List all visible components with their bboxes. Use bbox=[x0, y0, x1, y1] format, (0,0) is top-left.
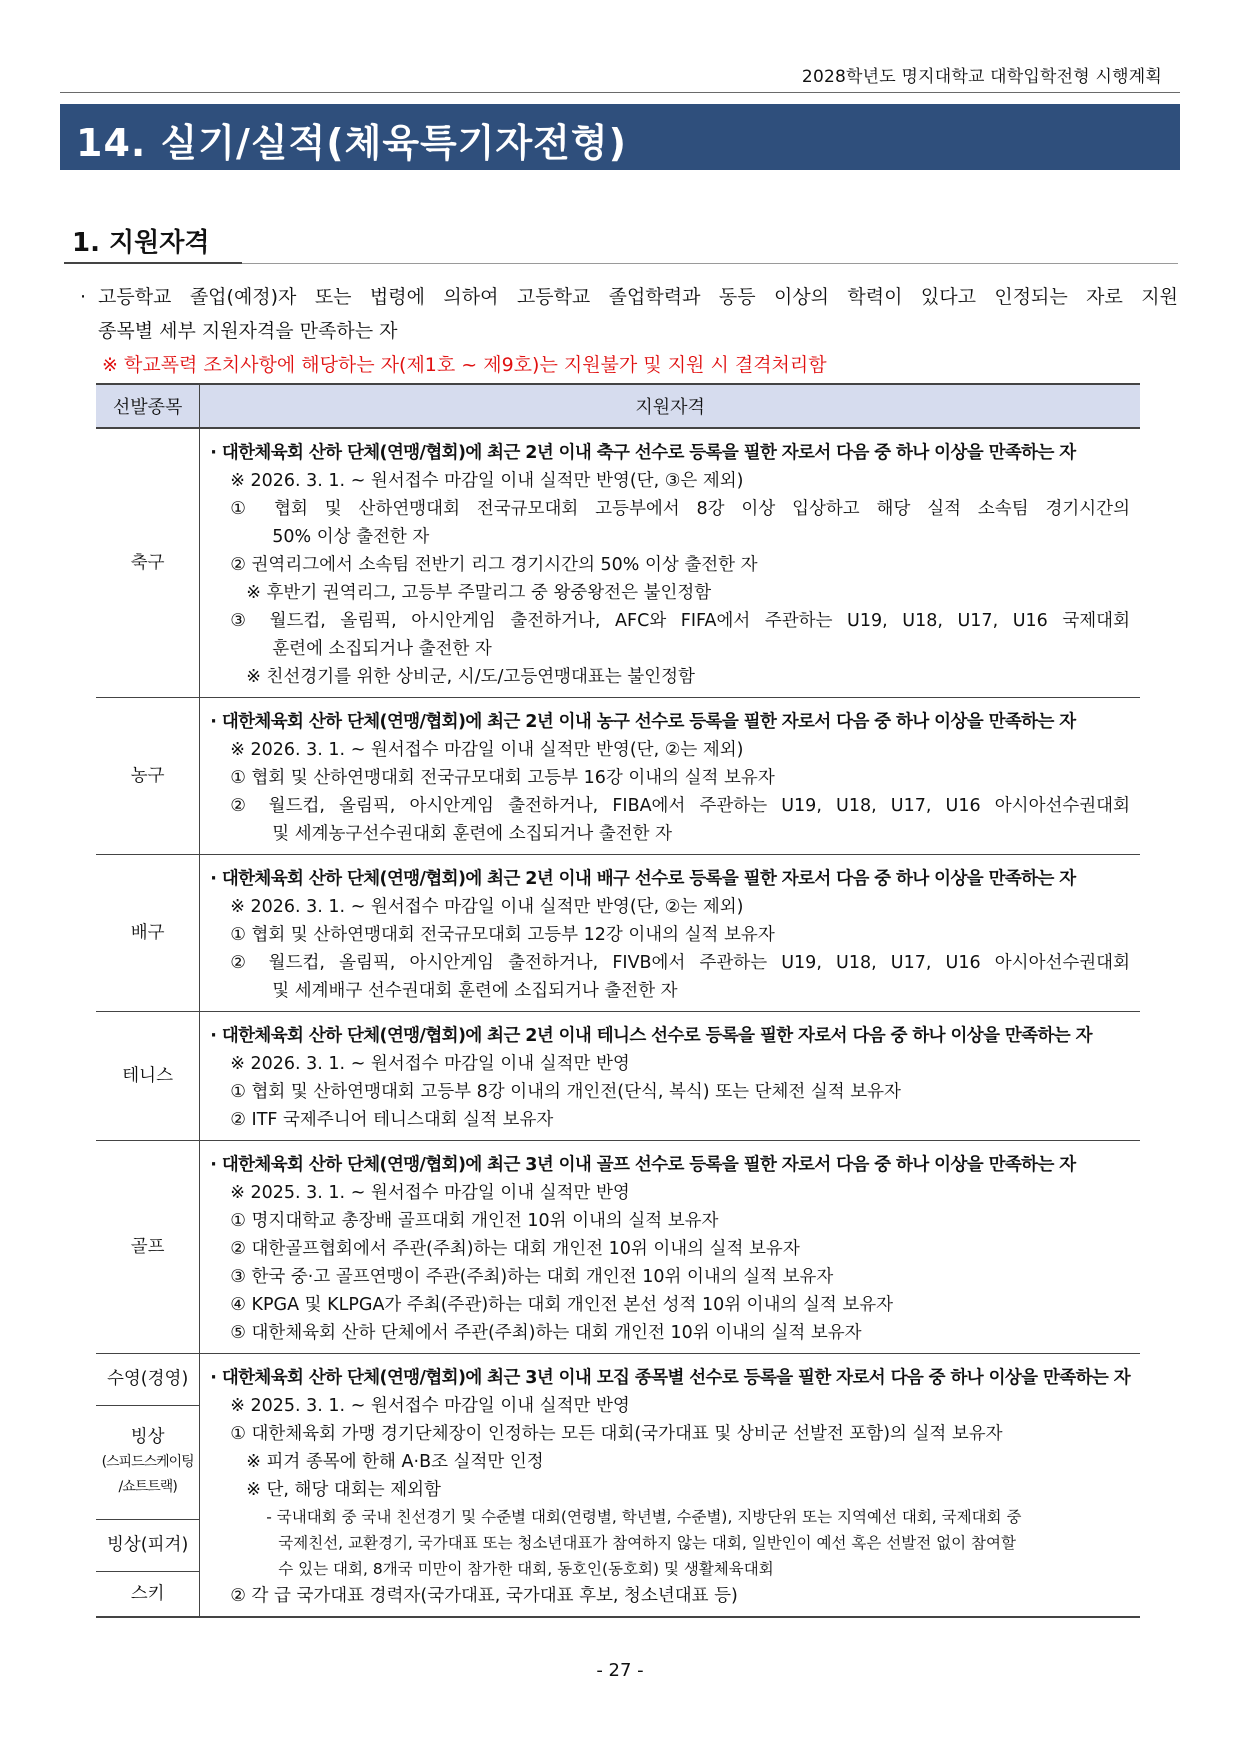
criterion: ② 권역리그에서 소속팀 전반기 리그 경기시간의 50% 이상 출전한 자 bbox=[230, 555, 758, 575]
period-note: ※ 2026. 3. 1. ~ 원서접수 마감일 이내 실적만 반영(단, ②는 제외) bbox=[230, 740, 744, 760]
requirement-lead: · 대한체육회 산하 단체(연맹/협회)에 최근 2년 이내 농구 선수로 등록을 필한 자로서 다음 중 하나 이상을 만족하는 자 bbox=[210, 712, 1076, 732]
criterion: ② 각 급 국가대표 경력자(국가대표, 국가대표 후보, 청소년대표 등) bbox=[230, 1586, 738, 1606]
criterion-continued: 50% 이상 출전한 자 bbox=[272, 527, 430, 547]
criterion: ① 협회 및 산하연맹대회 전국규모대회 고등부 12강 이내의 실적 보유자 bbox=[230, 925, 775, 945]
table-row-swimming bbox=[96, 1354, 1140, 1406]
criterion-continued: 및 세계배구 선수권대회 훈련에 소집되거나 출전한 자 bbox=[272, 981, 678, 1001]
sport-name: 빙상 bbox=[130, 1426, 165, 1447]
criterion: ④ KPGA 및 KLPGA가 주최(주관)하는 대회 개인전 본선 성적 10위 이내의 실적 보유자 bbox=[230, 1295, 894, 1315]
table-row-golf bbox=[96, 1141, 1140, 1354]
requirement-lead: · 대한체육회 산하 단체(연맹/협회)에 최근 3년 이내 골프 선수로 등록을 필한 자로서 다음 중 하나 이상을 만족하는 자 bbox=[210, 1155, 1076, 1175]
sport-cell: 수영(경영) bbox=[96, 1354, 200, 1406]
sport-cell: 테니스 bbox=[96, 1012, 200, 1141]
criterion: ① 대한체육회 가맹 경기단체장이 인정하는 모든 대회(국가대표 및 상비군 선발전 포함)의 실적 보유자 bbox=[230, 1424, 1003, 1444]
sport-cell: 농구 bbox=[96, 698, 200, 855]
sport-cell: 빙상(피겨) bbox=[96, 1520, 200, 1572]
criterion: ① 협회 및 산하연맹대회 전국규모대회 고등부에서 8강 이상 입상하고 해당 실적 소속팀 경기시간의 bbox=[230, 499, 1130, 519]
table-row-tennis bbox=[96, 1012, 1140, 1141]
requirements-cell bbox=[200, 855, 1140, 1012]
period-note: ※ 2026. 3. 1. ~ 원서접수 마감일 이내 실적만 반영 bbox=[230, 1054, 630, 1074]
sport-cell: 축구 bbox=[96, 428, 200, 698]
criterion-note: ※ 피겨 종목에 한해 A·B조 실적만 인정 bbox=[246, 1452, 544, 1472]
school-violence-warning: ※ 학교폭력 조치사항에 해당하는 자(제1호 ~ 제9호)는 지원불가 및 지원 시 결격처리함 bbox=[102, 354, 827, 376]
period-note: ※ 2025. 3. 1. ~ 원서접수 마감일 이내 실적만 반영 bbox=[230, 1396, 630, 1416]
criterion-continued: 및 세계농구선수권대회 훈련에 소집되거나 출전한 자 bbox=[272, 824, 673, 844]
page-number: - 27 - bbox=[596, 1660, 644, 1681]
excluded-events-detail: 수 있는 대회, 8개국 미만이 참가한 대회, 동호인(동호회) 및 생활체육대회 bbox=[278, 1560, 774, 1578]
criterion-note: ※ 친선경기를 위한 상비군, 시/도/고등연맹대표는 불인정함 bbox=[246, 667, 695, 687]
eligibility-table bbox=[96, 383, 1140, 1618]
requirements-cell bbox=[200, 1354, 1140, 1618]
excluded-events-detail: - 국내대회 중 국내 친선경기 및 수준별 대회(연령별, 학년별, 수준별), 지방단위 또는 지역예선 대회, 국제대회 중 bbox=[266, 1508, 1022, 1526]
requirements-cell bbox=[200, 1141, 1140, 1354]
sport-name: /쇼트트랙) bbox=[118, 1478, 177, 1495]
running-header: 2028학년도 명지대학교 대학입학전형 시행계획 bbox=[801, 67, 1162, 87]
criterion: ② 월드컵, 올림픽, 아시안게임 출전하거나, FIBA에서 주관하는 U19, U18, U17, U16 아시아선수권대회 bbox=[230, 796, 1130, 816]
period-note: ※ 2025. 3. 1. ~ 원서접수 마감일 이내 실적만 반영 bbox=[230, 1183, 630, 1203]
sport-name: (스피드스케이팅 bbox=[101, 1453, 194, 1470]
sport-cell bbox=[96, 1405, 200, 1520]
requirement-lead: · 대한체육회 산하 단체(연맹/협회)에 최근 2년 이내 배구 선수로 등록을 필한 자로서 다음 중 하나 이상을 만족하는 자 bbox=[210, 869, 1076, 889]
chapter-title: 14. 실기/실적(체육특기자전형) bbox=[76, 121, 627, 165]
sport-cell: 배구 bbox=[96, 855, 200, 1012]
requirement-lead: · 대한체육회 산하 단체(연맹/협회)에 최근 2년 이내 축구 선수로 등록을 필한 자로서 다음 중 하나 이상을 만족하는 자 bbox=[210, 443, 1076, 463]
criterion: ③ 한국 중·고 골프연맹이 주관(주최)하는 대회 개인전 10위 이내의 실적 보유자 bbox=[230, 1267, 834, 1287]
section-rule bbox=[64, 262, 242, 264]
requirements-cell bbox=[200, 698, 1140, 855]
criterion: ② ITF 국제주니어 테니스대회 실적 보유자 bbox=[230, 1110, 554, 1130]
period-note: ※ 2026. 3. 1. ~ 원서접수 마감일 이내 실적만 반영(단, ②는 제외) bbox=[230, 897, 744, 917]
table-row-football bbox=[96, 428, 1140, 698]
criterion-note: ※ 후반기 권역리그, 고등부 주말리그 중 왕중왕전은 불인정함 bbox=[246, 583, 712, 603]
sport-cell: 골프 bbox=[96, 1141, 200, 1354]
criterion-note: ※ 단, 해당 대회는 제외함 bbox=[246, 1480, 441, 1500]
requirement-lead: · 대한체육회 산하 단체(연맹/협회)에 최근 2년 이내 테니스 선수로 등록을 필한 자로서 다음 중 하나 이상을 만족하는 자 bbox=[210, 1026, 1092, 1046]
excluded-events-detail: 국제친선, 교환경기, 국가대표 또는 청소년대표가 참여하지 않는 대회, 일반인이 예선 혹은 선발전 없이 참여할 bbox=[278, 1534, 1016, 1552]
criterion: ① 협회 및 산하연맹대회 고등부 8강 이내의 개인전(단식, 복식) 또는 단체전 실적 보유자 bbox=[230, 1082, 901, 1102]
requirements-cell bbox=[200, 428, 1140, 698]
section-rule-thin bbox=[242, 263, 1178, 264]
section-title: 1. 지원자격 bbox=[72, 228, 210, 258]
table-row-volleyball bbox=[96, 855, 1140, 1012]
criterion: ① 명지대학교 총장배 골프대회 개인전 10위 이내의 실적 보유자 bbox=[230, 1211, 719, 1231]
criterion: ⑤ 대한체육회 산하 단체에서 주관(주최)하는 대회 개인전 10위 이내의 실적 보유자 bbox=[230, 1323, 862, 1343]
table-row-basketball bbox=[96, 698, 1140, 855]
table-header-row bbox=[96, 384, 1140, 428]
header-rule bbox=[60, 92, 1180, 93]
column-header-requirements: 지원자격 bbox=[200, 384, 1140, 428]
criterion: ③ 월드컵, 올림픽, 아시안게임 출전하거나, AFC와 FIFA에서 주관하는 U19, U18, U17, U16 국제대회 bbox=[230, 611, 1130, 631]
intro-line: 고등학교 졸업(예정)자 또는 법령에 의하여 고등학교 졸업학력과 동등 이상의 학력이 있다고 인정되는 자로 지원 bbox=[98, 286, 1178, 308]
chapter-title-bar bbox=[60, 104, 1180, 170]
requirement-lead: · 대한체육회 산하 단체(연맹/협회)에 최근 3년 이내 모집 종목별 선수로 등록을 필한 자로서 다음 중 하나 이상을 만족하는 자 bbox=[210, 1368, 1130, 1388]
criterion: ② 월드컵, 올림픽, 아시안게임 출전하거나, FIVB에서 주관하는 U19, U18, U17, U16 아시아선수권대회 bbox=[230, 953, 1130, 973]
criterion-continued: 훈련에 소집되거나 출전한 자 bbox=[272, 639, 492, 659]
period-note: ※ 2026. 3. 1. ~ 원서접수 마감일 이내 실적만 반영(단, ③은 제외) bbox=[230, 471, 744, 491]
column-header-sport: 선발종목 bbox=[96, 384, 200, 428]
requirements-cell bbox=[200, 1012, 1140, 1141]
intro-bullet: · bbox=[80, 286, 87, 308]
criterion: ② 대한골프협회에서 주관(주최)하는 대회 개인전 10위 이내의 실적 보유자 bbox=[230, 1239, 800, 1259]
criterion: ① 협회 및 산하연맹대회 전국규모대회 고등부 16강 이내의 실적 보유자 bbox=[230, 768, 775, 788]
sport-cell: 스키 bbox=[96, 1571, 200, 1617]
intro-line: 종목별 세부 지원자격을 만족하는 자 bbox=[98, 320, 398, 342]
